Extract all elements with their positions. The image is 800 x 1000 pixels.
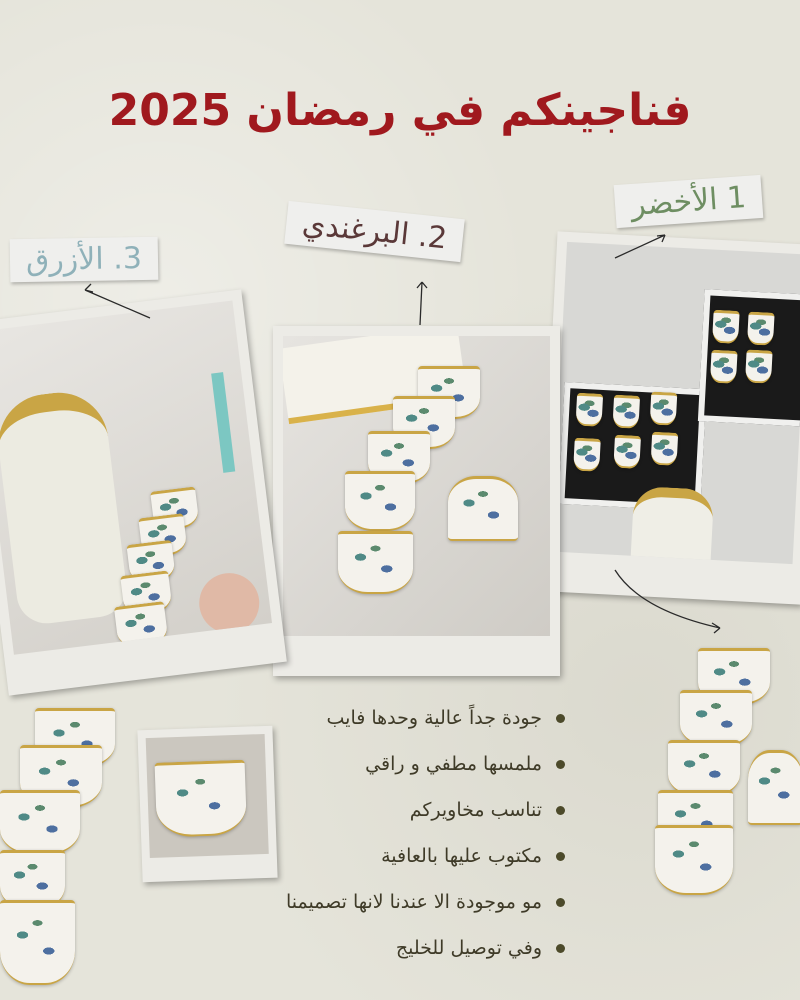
bullet-icon bbox=[556, 852, 565, 861]
photo-burgundy-set bbox=[273, 326, 560, 676]
bullet-icon bbox=[556, 944, 565, 953]
feature-item: تناسب مخاويركم bbox=[286, 787, 565, 833]
feature-item: مكتوب عليها بالعافية bbox=[286, 833, 565, 879]
photo-green-set bbox=[539, 231, 800, 604]
feature-item: ملمسها مطفي و راقي bbox=[286, 741, 565, 787]
bullet-icon bbox=[556, 760, 565, 769]
feature-item: جودة جداً عالية وحدها فايب bbox=[286, 695, 565, 741]
photo-blue-set bbox=[0, 289, 287, 695]
bullet-icon bbox=[556, 806, 565, 815]
photo-cup-closeup bbox=[137, 726, 277, 883]
feature-list bbox=[286, 695, 565, 971]
label-burgundy: 2. البرغندي bbox=[284, 201, 465, 262]
label-green: 1 الأخضر bbox=[614, 175, 764, 228]
page-title: فناجينكم في رمضان 2025 bbox=[108, 85, 692, 136]
bullet-icon bbox=[556, 714, 565, 723]
label-blue: 3. الأزرق bbox=[10, 237, 159, 283]
feature-item: وفي توصيل للخليج bbox=[286, 925, 565, 971]
bullet-icon bbox=[556, 898, 565, 907]
feature-item: مو موجودة الا عندنا لانها تصميمنا bbox=[286, 879, 565, 925]
